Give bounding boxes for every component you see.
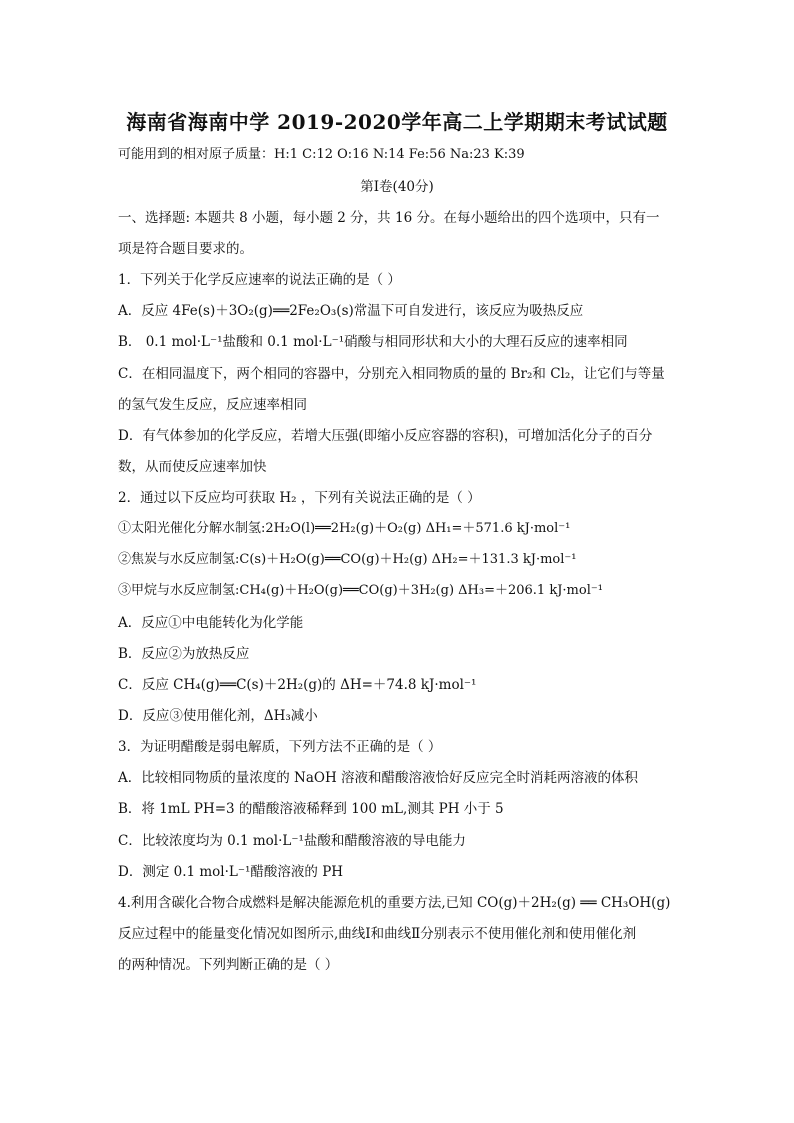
q2-option-d: D．反应③使用催化剂，ΔH₃减小 <box>118 708 318 724</box>
q1-option-c-line-2: 的氢气发生反应，反应速率相同 <box>118 397 307 413</box>
q1-option-d-line-1: D．有气体参加的化学反应，若增大压强(即缩小反应容器的容积)，可增加活化分子的百分 <box>118 428 653 444</box>
q3-option-a: A．比较相同物质的量浓度的 NaOH 溶液和醋酸溶液恰好反应完全时消耗两溶液的体积 <box>118 770 639 786</box>
q2-stem: 2．通过以下反应均可获取 H₂ ，下列有关说法正确的是（ ） <box>118 490 481 506</box>
q4-line-3: 的两种情况。下列判断正确的是（ ） <box>118 957 339 973</box>
q3-option-d: D．测定 0.1 mol·L⁻¹醋酸溶液的 PH <box>118 864 344 880</box>
atomic-masses: 可能用到的相对原子质量：H:1 C:12 O:16 N:14 Fe:56 Na:23 K:39 <box>118 147 525 162</box>
q1-option-b: B． 0.1 mol·L⁻¹盐酸和 0.1 mol·L⁻¹硝酸与相同形状和大小的大理石反应的速率相同 <box>118 334 628 350</box>
instructions-line-2: 项是符合题目要求的。 <box>118 241 253 257</box>
q3-stem: 3．为证明醋酸是弱电解质，下列方法不正确的是（ ） <box>118 739 442 755</box>
q2-reaction-3: ③甲烷与水反应制氢:CH₄(g)＋H₂O(g)══CO(g)＋3H₂(g) ΔH₃=＋206.1 kJ·mol⁻¹ <box>118 583 603 598</box>
q1-option-d-line-2: 数，从而使反应速率加快 <box>118 459 267 475</box>
q2-option-c: C．反应 CH₄(g)══C(s)＋2H₂(g)的 ΔH=＋74.8 kJ·mol⁻¹ <box>118 677 477 693</box>
q4-line-2: 反应过程中的能量变化情况如图所示,曲线Ⅰ和曲线Ⅱ分别表示不使用催化剂和使用催化剂 <box>118 926 637 942</box>
page-title: 海南省海南中学 2019-2020学年高二上学期期末考试试题 <box>126 110 668 134</box>
q1-option-c-line-1: C．在相同温度下，两个相同的容器中，分别充入相同物质的量的 Br₂和 Cl₂，让它们与等量 <box>118 366 665 382</box>
section-heading: 第Ⅰ卷(40分) <box>360 179 434 195</box>
q3-option-b: B．将 1mL PH=3 的醋酸溶液稀释到 100 mL,测其 PH 小于 5 <box>118 801 504 817</box>
q2-option-b: B．反应②为放热反应 <box>118 646 250 662</box>
instructions-line-1: 一、选择题: 本题共 8 小题，每小题 2 分，共 16 分。在每小题给出的四个选项中，只有一 <box>118 210 660 226</box>
q2-option-a: A．反应①中电能转化为化学能 <box>118 615 304 631</box>
q4-line-1: 4.利用含碳化合物合成燃料是解决能源危机的重要方法,已知 CO(g)＋2H₂(g) ══ CH₃OH(g) <box>118 895 671 911</box>
q1-option-a: A．反应 4Fe(s)＋3O₂(g)══2Fe₂O₃(s)常温下可自发进行，该反应为吸热反应 <box>118 303 584 319</box>
q2-reaction-2: ②焦炭与水反应制氢:C(s)＋H₂O(g)══CO(g)＋H₂(g) ΔH₂=＋131.3 kJ·mol⁻¹ <box>118 552 577 567</box>
q3-option-c: C．比较浓度均为 0.1 mol·L⁻¹盐酸和醋酸溶液的导电能力 <box>118 833 466 849</box>
q2-reaction-1: ①太阳光催化分解水制氢:2H₂O(l)══2H₂(g)＋O₂(g) ΔH₁=＋571.6 kJ·mol⁻¹ <box>118 521 571 536</box>
q1-stem: 1．下列关于化学反应速率的说法正确的是（ ） <box>118 272 401 288</box>
